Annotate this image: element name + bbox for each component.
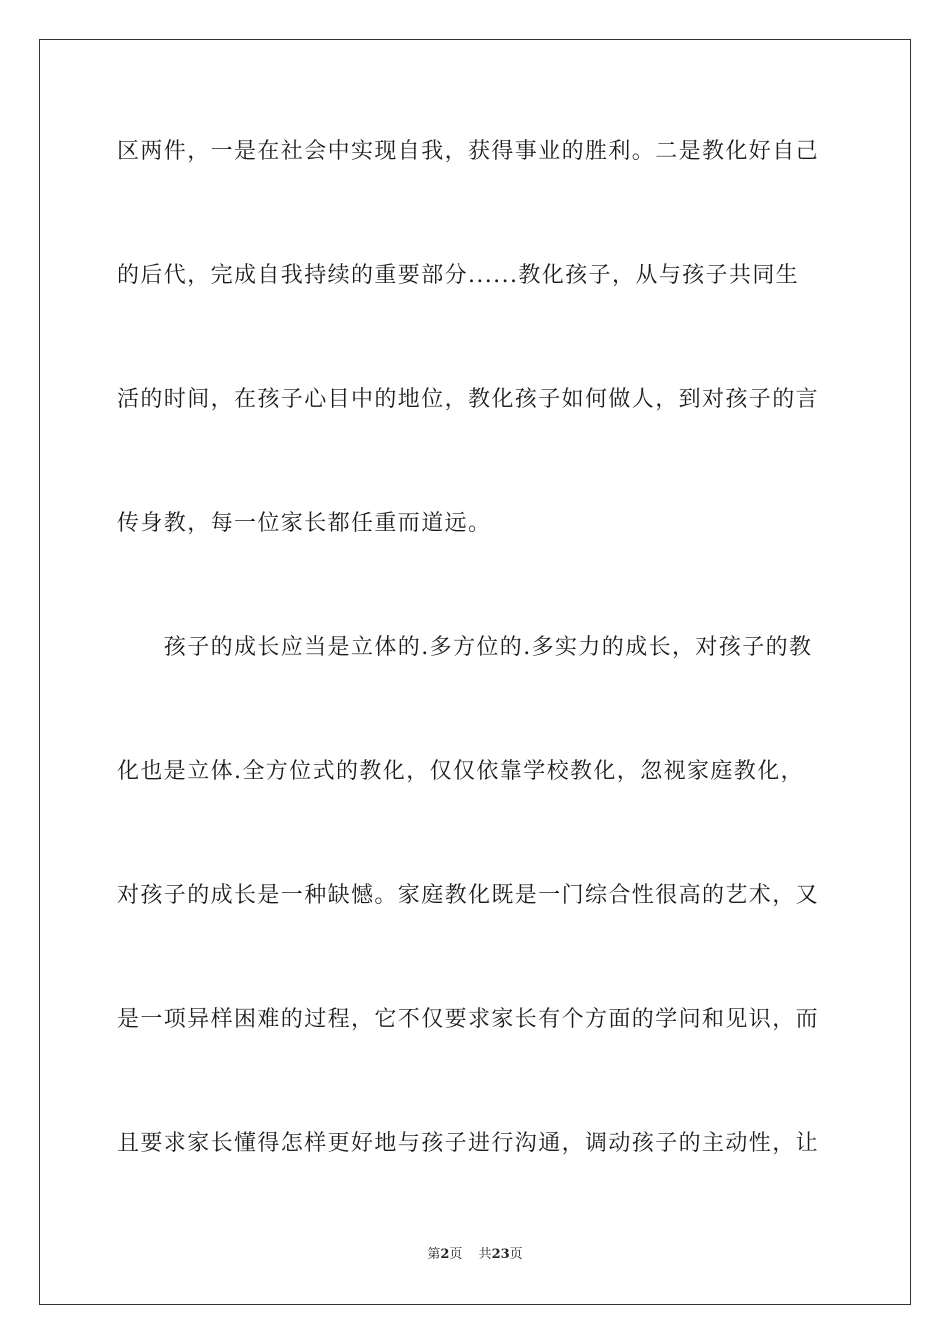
page-number: 2: [440, 1247, 450, 1262]
page-suffix: 页: [449, 1247, 463, 1262]
body-text-line: 对孩子的成长是一种缺憾。家庭教化既是一门综合性很高的艺术，又: [117, 883, 820, 908]
body-text-line: 孩子的成长应当是立体的.多方位的.多实力的成长，对孩子的教: [117, 635, 813, 660]
page-footer: [0, 1246, 950, 1264]
page-indicator: [427, 1247, 462, 1262]
body-text-line: 区两件，一是在社会中实现自我，获得事业的胜利。二是教化好自己: [117, 139, 820, 164]
total-suffix: 页: [509, 1247, 523, 1262]
body-text-line: 传身教，每一位家长都任重而道远。: [117, 511, 492, 536]
total-pages-indicator: [479, 1247, 523, 1262]
body-text-line: 化也是立体.全方位式的教化，仅仅依靠学校教化，忽视家庭教化，: [117, 759, 804, 784]
body-text-line: 的后代，完成自我持续的重要部分......教化孩子，从与孩子共同生: [117, 263, 800, 288]
body-text-line: 是一项异样困难的过程，它不仅要求家长有个方面的学问和见识，而: [117, 1007, 820, 1032]
body-text-line: 且要求家长懂得怎样更好地与孩子进行沟通，调动孩子的主动性，让: [117, 1131, 820, 1156]
page-prefix: 第: [427, 1247, 441, 1262]
total-prefix: 共: [478, 1247, 492, 1262]
total-pages: 23: [491, 1247, 510, 1262]
page-border: [39, 39, 911, 1305]
body-text-line: 活的时间，在孩子心目中的地位，教化孩子如何做人，到对孩子的言: [117, 387, 820, 412]
